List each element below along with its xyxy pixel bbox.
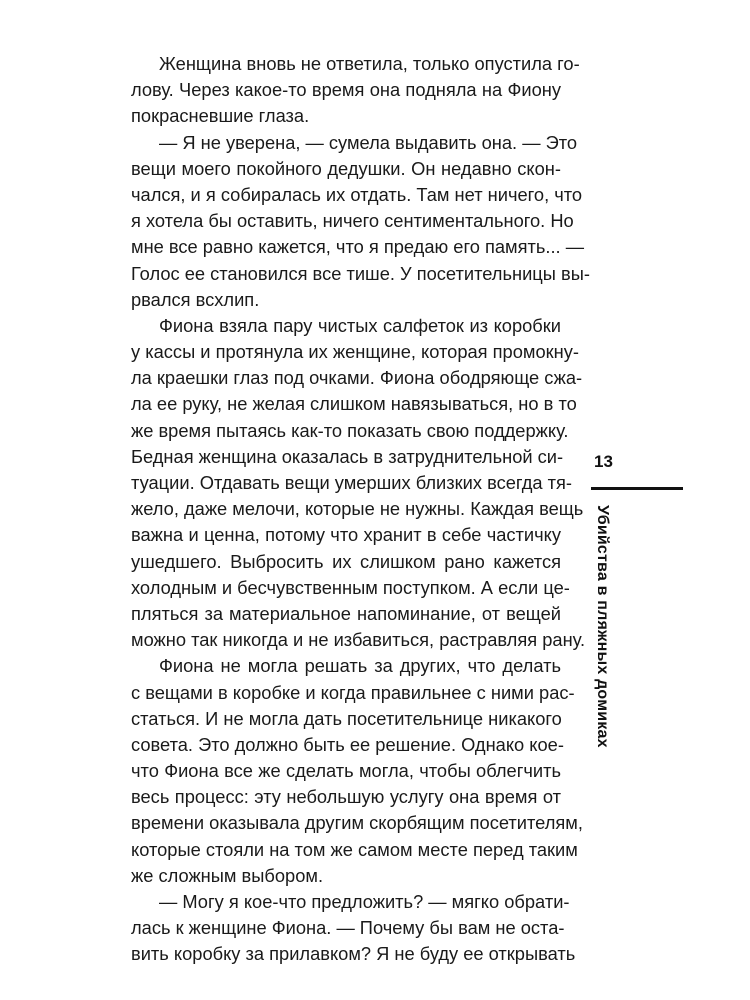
text-line: весь процесс: эту небольшую услугу она время от <box>131 786 561 808</box>
text-line: же время пытаясь как-то показать свою поддержку. <box>131 419 569 441</box>
text-line: мне все равно кажется, что я предаю его память... — <box>131 236 584 258</box>
text-line: туации. Отдавать вещи умерших близких всегда тя- <box>131 472 573 493</box>
side-rule-divider <box>591 487 683 490</box>
text-line: Бедная женщина оказалась в затруднительной си- <box>131 445 564 467</box>
text-line: Женщина вновь не ответила, только опустила го- <box>159 53 580 74</box>
text-line: холодным и бесчувственным поступком. А если це- <box>131 576 570 598</box>
text-line: важна и ценна, потому что хранит в себе частичку <box>131 524 561 546</box>
text-line: пляться за материальное напоминание, от вещей <box>131 602 561 624</box>
text-line: рвался всхлип. <box>131 288 260 310</box>
text-line: лась к женщине Фиона. — Почему бы вам не оста- <box>131 917 565 939</box>
text-line: же сложным выбором. <box>131 864 324 886</box>
running-title <box>591 505 615 748</box>
text-line: лову. Через какое-то время она подняла на Фиону <box>131 79 561 101</box>
text-line: вещи моего покойного дедушки. Он недавно скон- <box>131 157 561 179</box>
text-line: что Фиона все же сделать могла, чтобы облегчить <box>131 760 561 782</box>
text-line: которые стояли на том же самом месте перед таким <box>131 838 578 860</box>
text-line: ушедшего. Выбросить их слишком рано кажется <box>131 550 561 572</box>
text-line: Фиона взяла пару чистых салфеток из коробки <box>159 314 561 336</box>
text-line: — Могу я кое-что предложить? — мягко обрати- <box>159 891 570 912</box>
text-line: ла ее руку, не желая слишком навязываться, но в то <box>131 393 577 415</box>
text-line: жело, даже мелочи, которые не нужны. Каждая вещь <box>131 498 584 520</box>
text-line: чался, и я собиралась их отдать. Там нет ничего, что <box>131 183 583 205</box>
running-title-text: Убийства в пляжных домиках <box>594 505 611 748</box>
text-line: Фиона не могла решать за других, что делать <box>159 655 561 677</box>
text-line: покрасневшие глаза. <box>131 105 310 127</box>
text-line: Голос ее становился все тише. У посетительницы вы- <box>131 262 590 284</box>
text-line: ла краешки глаз под очками. Фиона ободряюще сжа- <box>131 367 583 389</box>
text-line: с вещами в коробке и когда правильнее с ними рас- <box>131 681 575 703</box>
text-line: — Я не уверена, — сумела выдавить она. — Это <box>159 131 578 153</box>
text-line: статься. И не могла дать посетительнице никакого <box>131 707 562 729</box>
body-text <box>131 51 590 968</box>
text-line: совета. Это должно быть ее решение. Однако кое- <box>131 733 564 755</box>
text-line: я хотела бы оставить, ничего сентиментального. Но <box>131 210 574 232</box>
text-line: можно так никогда и не избавиться, растравляя рану. <box>131 629 586 651</box>
text-line: времени оказывала другим скорбящим посетителям, <box>131 812 583 834</box>
text-line: у кассы и протянула их женщине, которая промокну- <box>131 341 579 363</box>
text-line: вить коробку за прилавком? Я не буду ее открывать <box>131 943 576 965</box>
page-number: 13 <box>594 452 613 471</box>
